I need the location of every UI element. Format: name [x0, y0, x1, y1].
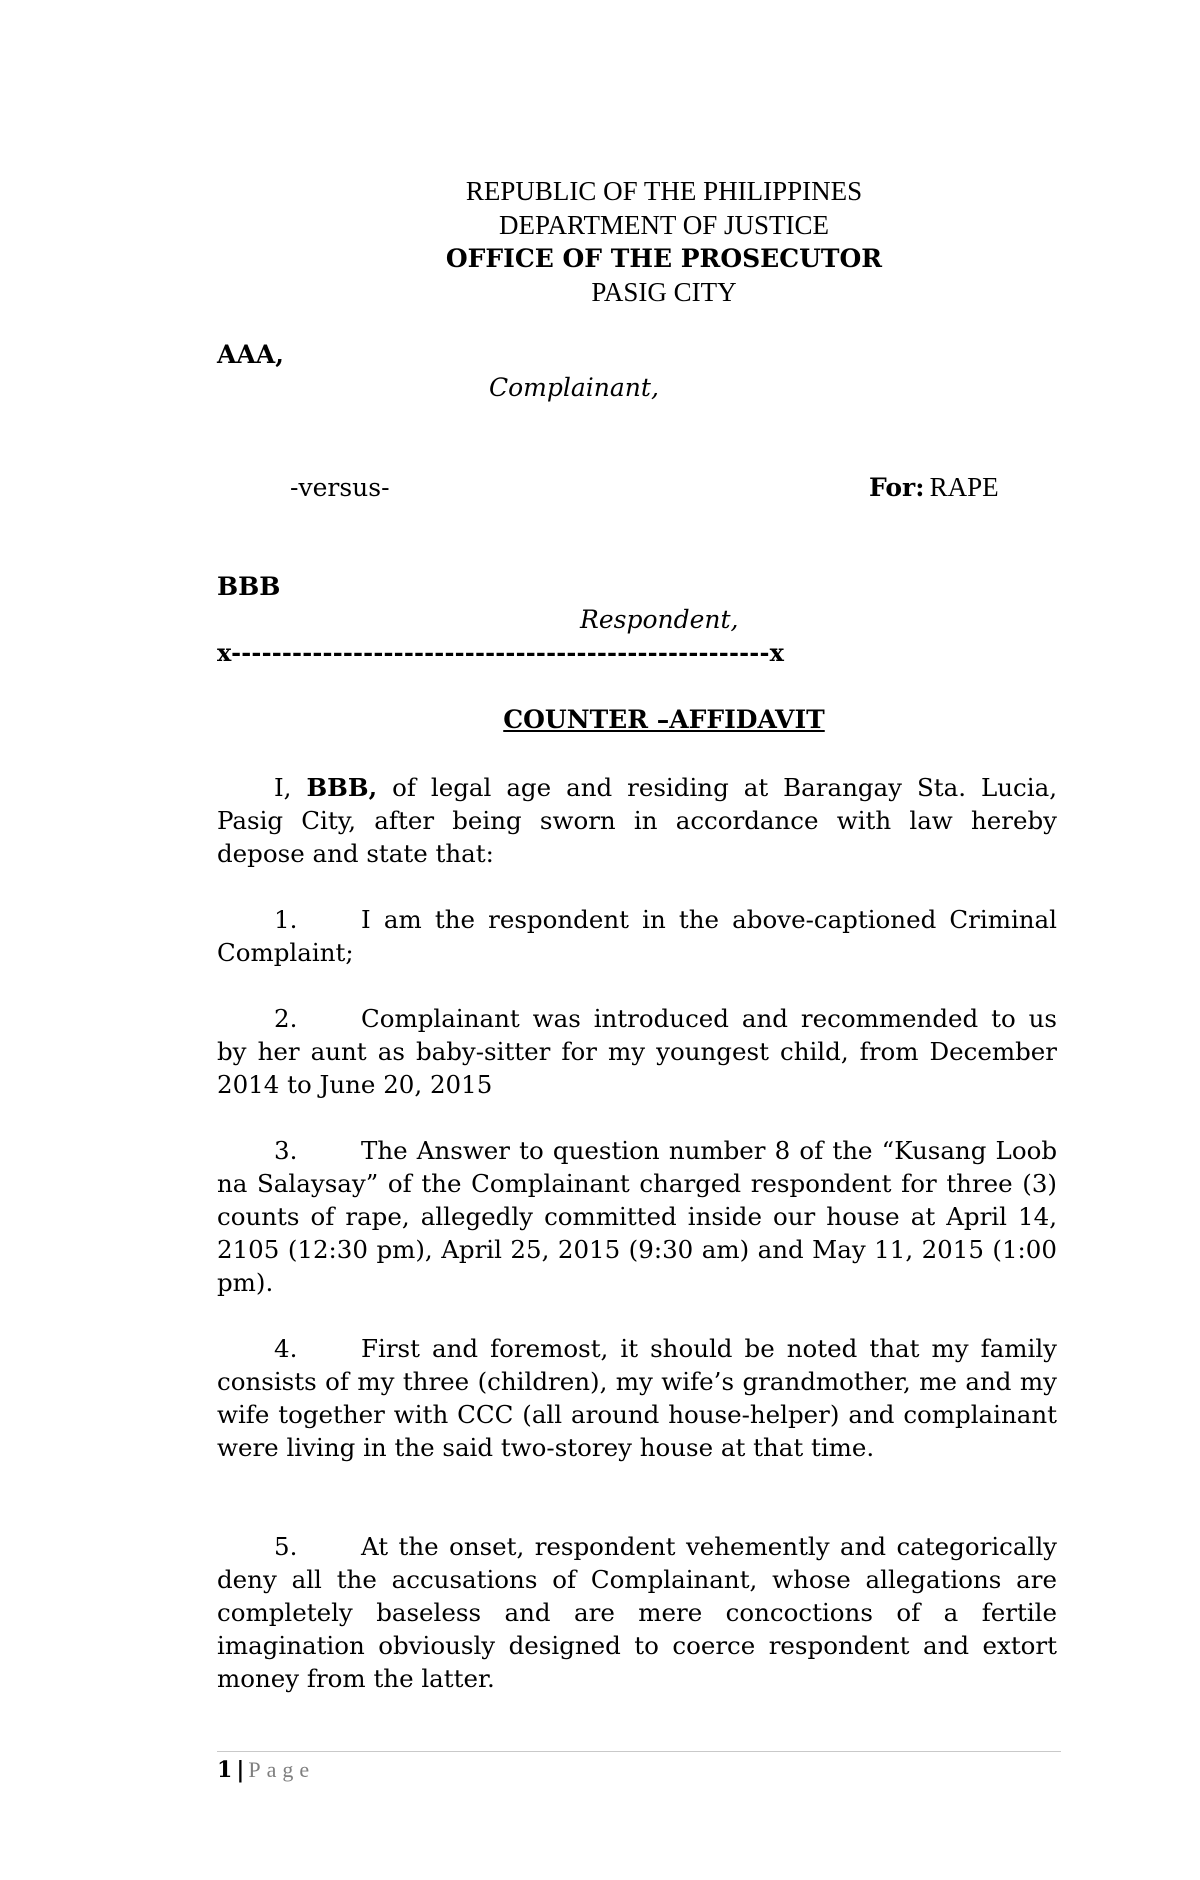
paragraph-text: The Answer to question number 8 of the “Kusang Loob na Salaysay” of the Complainant charged respondent for three (3) counts of rape, allegedly committed inside our house at April 14, 2105 (12:30 pm), April 25, 2015 (9:30 am) and May 11, 2015 (1:00 pm). [217, 1136, 1057, 1297]
intro-post: of legal age and residing at Barangay Sta. Lucia, Pasig City, after being sworn in accordance with law hereby depose and state that: [217, 773, 1057, 868]
paragraph-1 [217, 903, 1057, 969]
paragraph-number: 4. [274, 1334, 298, 1363]
charge-value: RAPE [929, 472, 999, 502]
paragraph-text: First and foremost, it should be noted that my family consists of my three (children), my wife’s grandmother, me and my wife together with CCC (all around house-helper) and complainant were living in the said two-storey house at that time. [217, 1334, 1057, 1462]
page-footer [217, 1757, 315, 1783]
paragraph-number: 5. [274, 1532, 298, 1561]
paragraph-text: I am the respondent in the above-captioned Criminal Complaint; [217, 905, 1057, 967]
paragraph-number: 2. [274, 1004, 298, 1033]
paragraph-4 [217, 1332, 1057, 1464]
paragraph-5 [217, 1530, 1057, 1695]
respondent-name: BBB [217, 572, 281, 601]
document-title: COUNTER –AFFIDAVIT [503, 705, 825, 734]
paragraph-number: 1. [274, 905, 298, 934]
charge-label [869, 472, 999, 503]
header-republic: REPUBLIC OF THE PHILIPPINES [465, 176, 863, 206]
versus-label: -versus- [290, 473, 390, 502]
complainant-role: Complainant, [489, 373, 659, 402]
page-number: 1 [217, 1757, 233, 1783]
paragraph-text: Complainant was introduced and recommended to us by her aunt as baby-sitter for my youngest child, from December 2014 to June 20, 2015 [217, 1004, 1057, 1099]
respondent-role: Respondent, [580, 605, 739, 634]
caption-separator: x-----------------------------------------------------x [217, 638, 785, 667]
page-label: Page [248, 1757, 316, 1782]
footer-divider [217, 1751, 1061, 1752]
paragraph-text: At the onset, respondent vehemently and categorically deny all the accusations of Complainant, whose allegations are completely baseless and are mere concoctions of a fertile imagination obviously designed to coerce respondent and extort money from the latter. [217, 1532, 1057, 1693]
paragraph-2 [217, 1002, 1057, 1101]
complainant-name: AAA, [217, 340, 284, 369]
header-city: PASIG CITY [591, 277, 737, 307]
for-label: For: [869, 473, 925, 502]
paragraph-3 [217, 1134, 1057, 1299]
header-office: OFFICE OF THE PROSECUTOR [445, 244, 883, 273]
header-department: DEPARTMENT OF JUSTICE [499, 210, 829, 240]
affiant-name: BBB, [306, 773, 378, 802]
footer-separator: | [236, 1757, 245, 1783]
paragraph-number: 3. [274, 1136, 298, 1165]
intro-pre: I, [274, 773, 307, 802]
intro-paragraph [217, 771, 1057, 870]
